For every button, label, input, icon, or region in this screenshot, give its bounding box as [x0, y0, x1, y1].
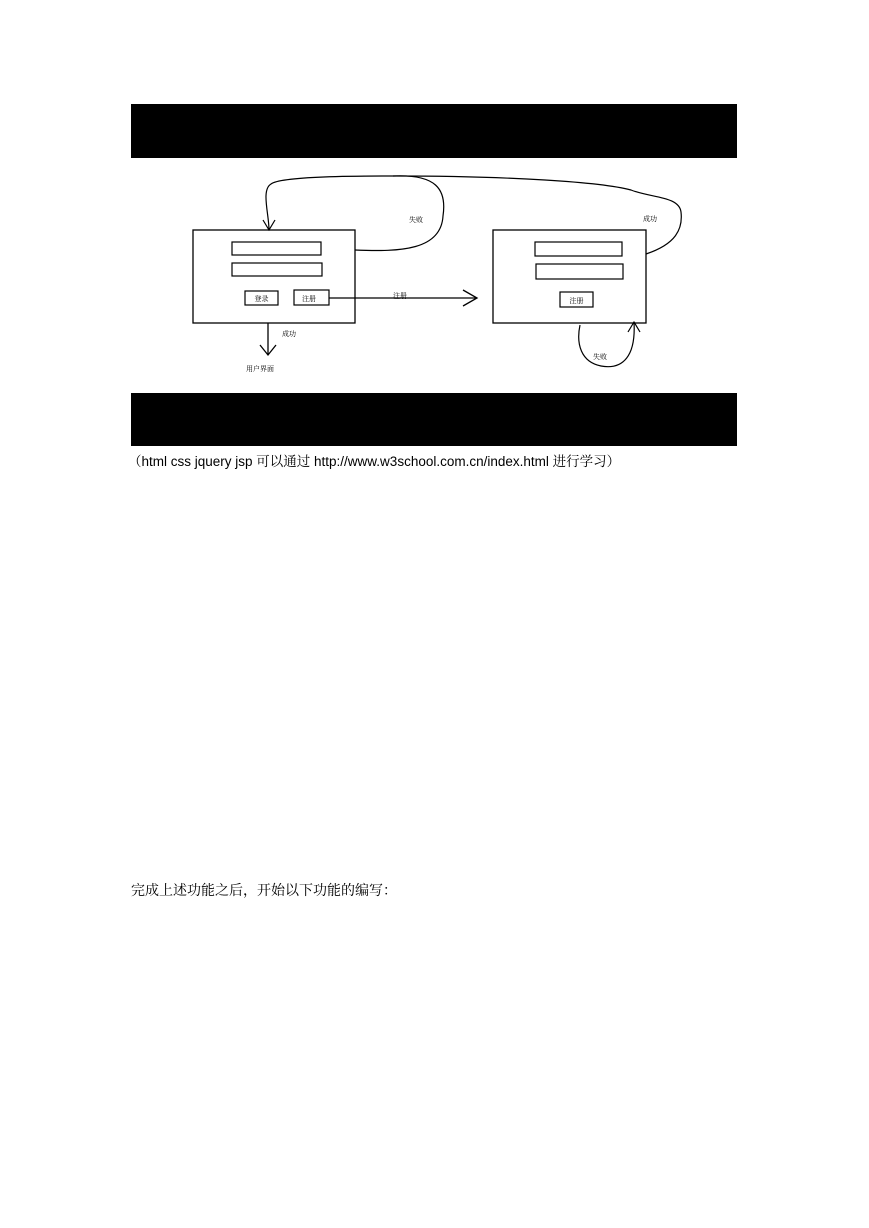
success-down-label: 成功 — [282, 330, 296, 338]
fail-bottom-label: 失败 — [593, 353, 607, 361]
flow-diagram — [131, 104, 737, 446]
top-black-bar — [131, 104, 737, 158]
register-button-left-label: 注册 — [302, 295, 316, 303]
figure-caption: （html css jquery jsp 可以通过 http://www.w3school.com.cn/index.html 进行学习） — [128, 454, 621, 469]
login-button-label: 登录 — [254, 295, 269, 303]
user-interface-label: 用户界面 — [246, 365, 274, 373]
fail-top-label: 失败 — [409, 216, 423, 224]
success-top-label: 成功 — [643, 215, 657, 223]
flow-diagram-figure — [131, 104, 737, 446]
register-button-right-label: 注册 — [569, 297, 584, 305]
bottom-black-bar — [131, 393, 737, 446]
instruction-paragraph: 完成上述功能之后，开始以下功能的编写： — [131, 883, 397, 899]
register-arrow-label: 注册 — [393, 292, 407, 300]
